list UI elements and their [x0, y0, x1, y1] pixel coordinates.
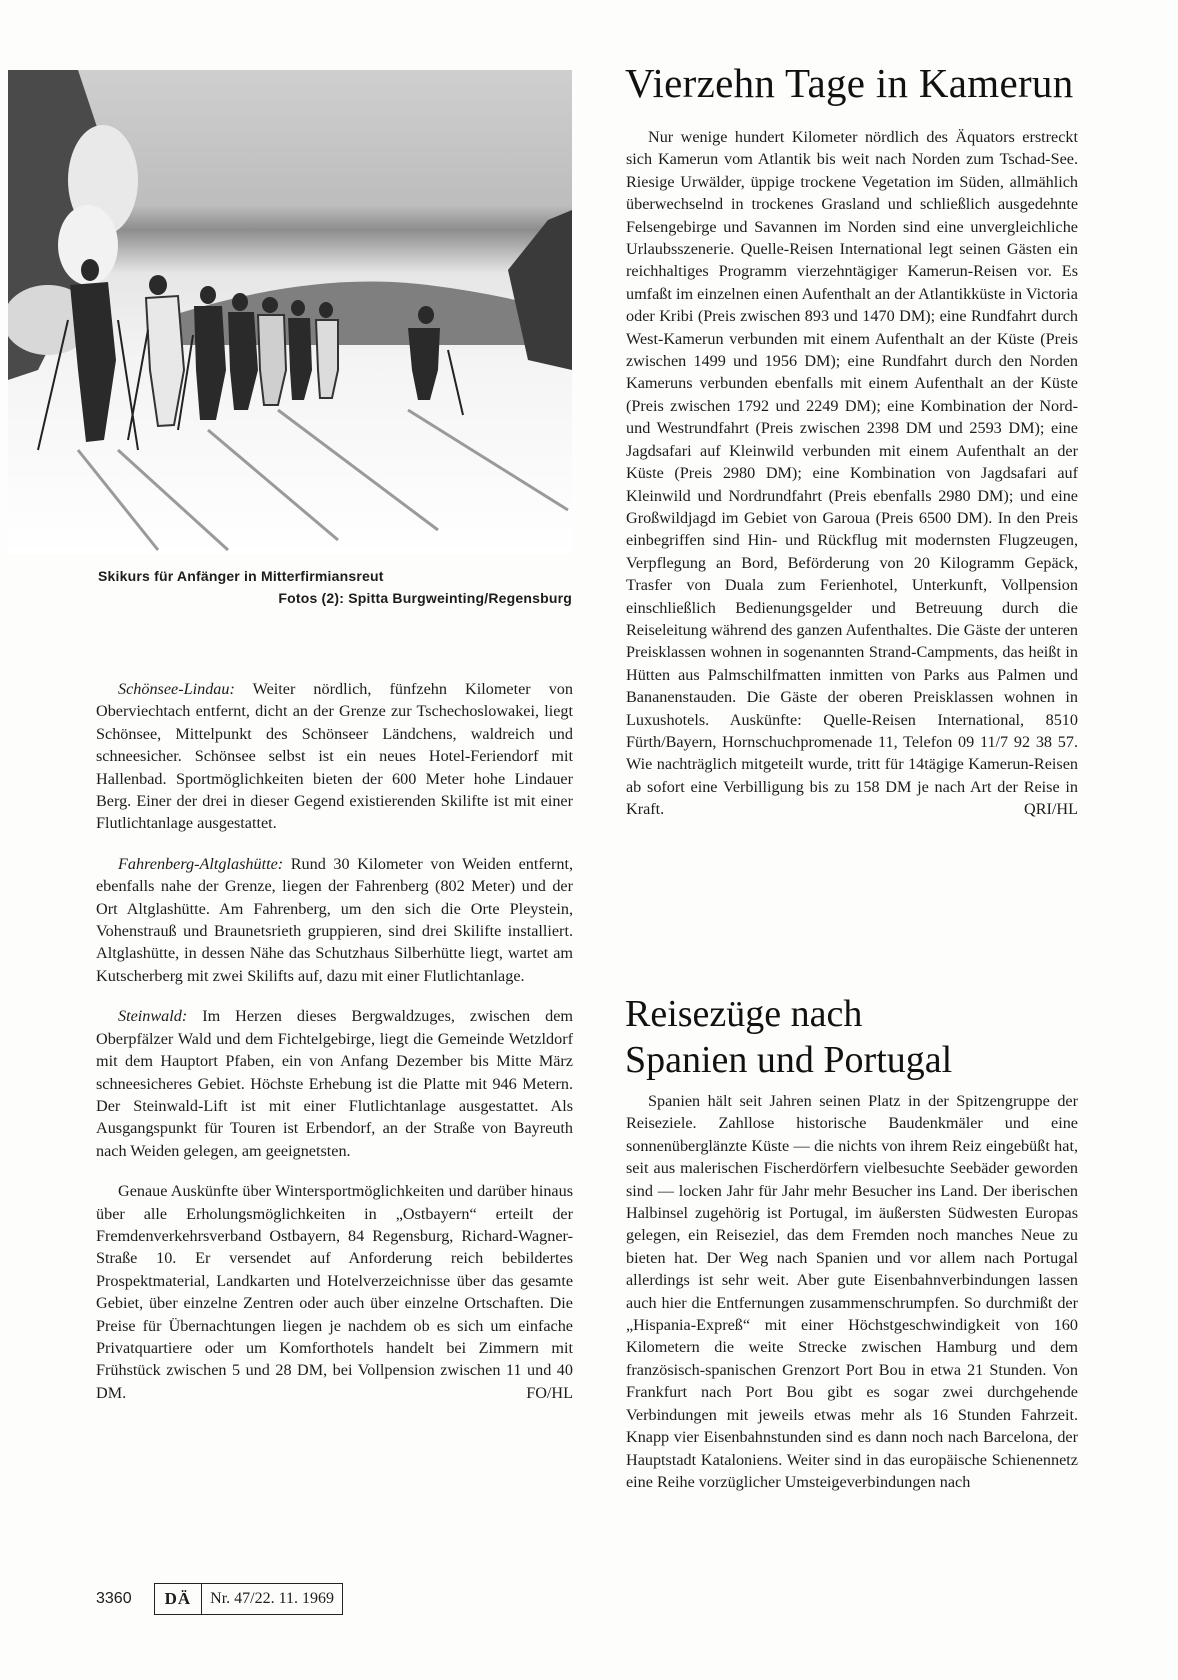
author-signature: FO/HL	[526, 1383, 573, 1402]
paragraph-lead: Steinwald:	[118, 1007, 188, 1026]
article-body	[626, 126, 1078, 821]
paragraph-schoensee	[96, 678, 573, 835]
paragraph-fahrenberg	[96, 853, 573, 987]
article-kamerun	[626, 126, 1078, 839]
ski-class-photo-icon	[8, 70, 572, 554]
paragraph-auskuenfte	[96, 1180, 573, 1404]
photo-caption	[96, 565, 572, 609]
article-body: Spanien hält seit Jahren seinen Platz in der Spitzengruppe der Reiseziele. Zahllose historische Baudenkmäler und eine sonnenüberglänzte Küste — die nichts von ihrem Reiz eingebüßt hat, seit aus malerischen Fischerdörfern vielbesuchte Seebäder geworden sind — locken Jahr für Jahr mehr Besucher ins Land. Der iberischen Halbinsel zugehörig ist Portugal, im äußersten Südwesten Europas gelegen, ein Reiseziel, das dem Fremden noch manches Neue zu bieten hat. Der Weg nach Spanien und vor allem nach Portugal allerdings ist sehr weit. Aber gute Eisenbahnverbindungen lassen auch hier die Entfernungen zusammenschrumpfen. So durchmißt der „Hispania-Expreß“ mit einer Höchstgeschwindigkeit von 160 Kilometern die weite Strecke zwischen Hamburg und dem französisch-spanischen Grenzort Port Bou in etwa 21 Stunden. Von Frankfurt nach Port Bou gibt es sogar zwei durchgehende Verbindungen mit jeweils etwas mehr als 16 Stunden Fahrzeit. Knapp vier Eisenbahnstunden sind es dann noch nach Barcelona, der Hauptstadt Kataloniens. Weiter sind in das europäische Schienennetz eine Reihe vorzüglicher Umsteigeverbindungen nach	[626, 1092, 1078, 1491]
paragraph-text: Genaue Auskünfte über Wintersportmöglichkeiten und darüber hinaus über alle Erholungsmöglichkeiten in „Ostbayern“ erteilt der Fremdenverkehrsverband Ostbayern, 84 Regensburg, Richard-Wagner-Straße 10. Er versendet auf Anforderung reich bebildertes Prospektmaterial, Landkarten und Hotelverzeichnisse über das gesamte Gebiet, über einzelne Zentren oder auch über einzelne Ortschaften. Die Preise für Übernachtungen liegen je nachdem ob es sich um einfache Privatquartiere oder um Komforthotels handelt bei Zimmern mit Frühstück zwischen 5 und 28 DM, bei Vollpension zwischen 11 und 40 DM.	[96, 1182, 573, 1402]
caption-credit: Fotos (2): Spitta Burgweinting/Regensburg	[278, 590, 572, 606]
article-spanien	[626, 1090, 1078, 1511]
paragraph-lead: Schönsee-Lindau:	[118, 680, 235, 698]
journal-box	[154, 1583, 343, 1615]
paragraph-steinwald	[96, 1005, 573, 1162]
headline-kamerun: Vierzehn Tage in Kamerun	[625, 60, 1074, 106]
article-text: Nur wenige hundert Kilometer nördlich des Äquators erstreckt sich Kamerun vom Atlantik bis weit nach Norden zum Tschad-See. Riesige Urwälder, üppige trockene Vegetation im Süden, allmählich überwechselnd in trockenes Grasland und schließlich ausgedehnte Felsengebirge und Savannen im Norden sind eine unvergleichliche Urlaubsszenerie. Quelle-Reisen International legt seinen Gästen ein reichhaltiges Programm vierzehntägiger Kamerun-Reisen vor. Es umfaßt im einzelnen einen Aufenthalt an der Atlantikküste in Victoria oder Kribi (Preis zwischen 893 und 1470 DM); eine Rundfahrt durch West-Kamerun verbunden mit einem Aufenthalt an der Küste (Preis zwischen 1499 und 1956 DM); eine Rundfahrt durch den Norden Kameruns verbunden ebenfalls mit einem Aufenthalt an der Küste (Preis zwischen 1792 und 2249 DM); eine Kombination der Nord- und Westrundfahrt (Preis zwischen 2398 DM und 2593 DM); eine Jagdsafari auf Kleinwild verbunden mit einem Aufenthalt an der Küste (Preis 2980 DM); eine Kombination von Jagdsafari auf Kleinwild und Nordrundfahrt (Preis ebenfalls 2980 DM); und eine Großwildjagd im Gebiet von Garoua (Preis 6500 DM). In den Preis einbegriffen sind Hin- und Rückflug mit modernsten Flugzeugen, Verpflegung an Bord, Beförderung von 20 Kilogramm Gepäck, Trasfer von Duala zum Ferienhotel, Unterkunft, Vollpension einschließlich Bedienungsgelder und Betreuung durch die Reiseleitung während des ganzen Aufenthaltes. Die Gäste der unteren Preisklassen wohnen in sogenannten Strand-Campments, das heißt in Hütten aus Palmschilfmatten inmitten von Parks aus Palmen und Bananenstauden. Die Gäste der oberen Preisklassen wohnen in Luxushotels. Auskünfte: Quelle-Reisen International, 8510 Fürth/Bayern, Hornschuchpromenade 11, Telefon 09 11/7 92 38 57. Wie nachträglich mitgeteilt wurde, tritt für 14tägige Kamerun-Reisen ab sofort eine Verbilligung bis zu 158 DM je nach Art der Reise in Kraft.	[626, 128, 1078, 819]
issue-label: Nr. 47/22. 11. 1969	[210, 1590, 335, 1607]
headline-spanien	[625, 991, 1085, 1083]
page-footer	[96, 1583, 343, 1615]
headline-line: Reisezüge nach	[625, 993, 863, 1035]
caption-title: Skikurs für Anfänger in Mitterfirmiansreut	[98, 568, 384, 584]
page-number: 3360	[96, 1590, 132, 1607]
headline-line: Spanien und Portugal	[625, 1039, 953, 1081]
ski-class-photo	[8, 70, 572, 554]
paragraph-text: Im Herzen dieses Bergwaldzuges, zwischen dem Oberpfälzer Wald und dem Fichtelgebirge, liegt die Gemeinde Wetzldorf mit dem Hauptort Pfaben, ein von Anfang Dezember bis Mitte März schneesicheres Gebiet. Höchste Erhebung ist die Platte mit 946 Metern. Der Steinwald-Lift ist mit einer Flutlichtanlage ausgestattet. Als Ausgangspunkt für Touren ist Erbendorf, an der Straße von Bayreuth nach Weiden gelegen, am geeignetsten.	[96, 1007, 573, 1160]
author-signature: QRI/HL	[1024, 800, 1078, 819]
paragraph-text: Weiter nördlich, fünfzehn Kilometer von Oberviechtach entfernt, dicht an der Grenze zur Tschechoslowakei, liegt Schönsee, Mittelpunkt des Schönseer Ländchens, waldreich und schneesicher. Schönsee selbst ist ein neues Hotel-Feriendorf mit Hallenbad. Sportmöglichkeiten bieten der 600 Meter hohe Lindauer Berg. Einer der drei in dieser Gegend existierenden Skilifte ist mit einer Flutlichtanlage ausgestattet.	[96, 680, 573, 833]
paragraph-text: Rund 30 Kilometer von Weiden entfernt, ebenfalls nahe der Grenze, liegen der Fahrenberg (802 Meter) und der Ort Altglashütte. Am Fahrenberg, um den sich die Orte Pleystein, Vohenstrauß und Braunetsrieth gruppieren, sind drei Skilifte installiert. Altglashütte, in dessen Nähe das Schutzhaus Silberhütte liegt, wartet am Kutscherberg mit zwei Skilifts auf, dazu mit einer Flutlichtanlage.	[96, 854, 573, 985]
journal-logo: DÄ	[155, 1584, 203, 1614]
paragraph-lead: Fahrenberg-Altglashütte:	[118, 854, 284, 873]
left-column	[96, 678, 573, 1422]
